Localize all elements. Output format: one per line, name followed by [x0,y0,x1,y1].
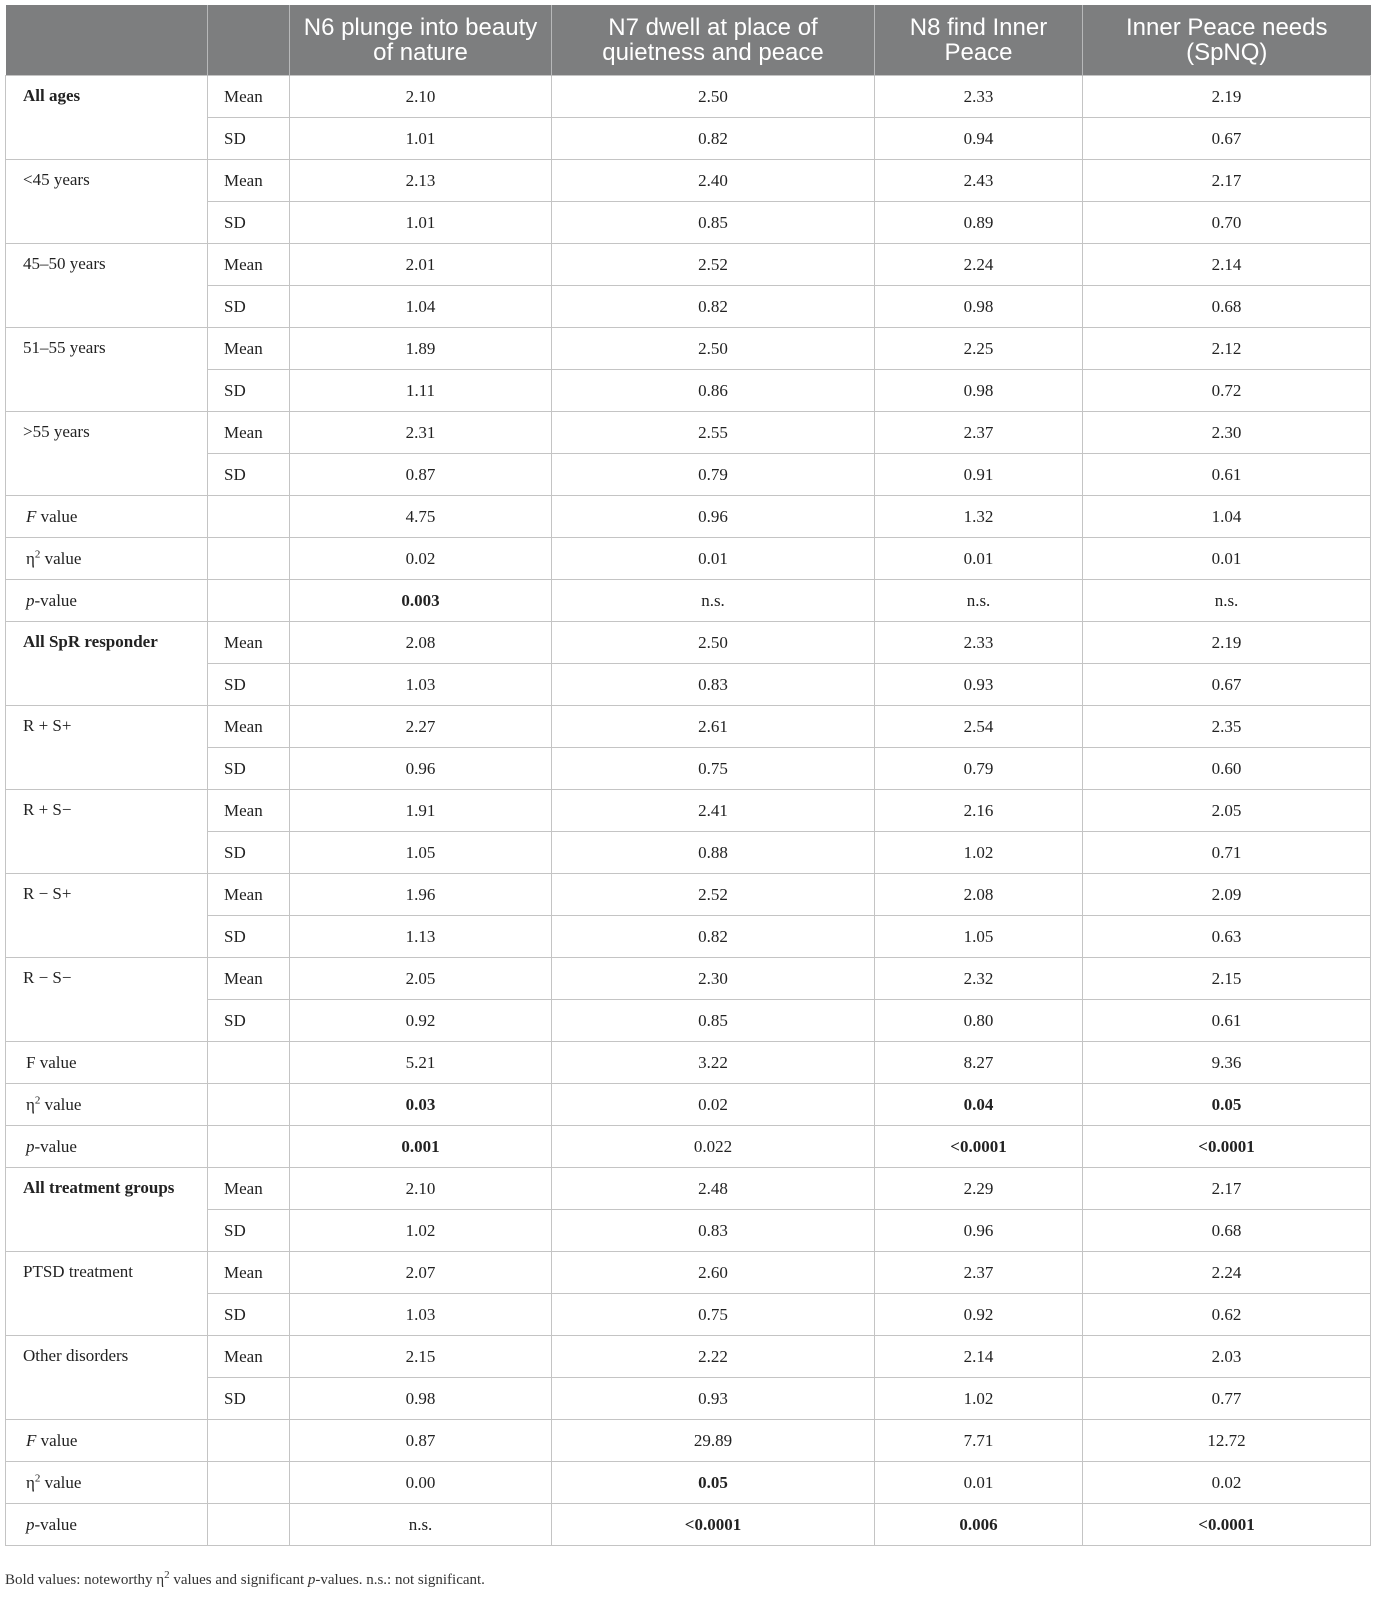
value-cell: 0.05 [552,1462,875,1504]
table-row [6,832,1371,874]
header-row [6,5,1371,76]
value-cell: 1.91 [290,790,552,832]
stat-label: SD [208,916,290,958]
value-cell: 1.13 [290,916,552,958]
value-cell: 0.02 [290,538,552,580]
table-row [6,370,1371,412]
value-cell: 2.25 [875,328,1083,370]
group-label: All SpR responder [6,622,208,706]
table-row [6,706,1371,748]
value-cell: 2.48 [552,1168,875,1210]
table-row [6,1168,1371,1210]
value-cell: 0.96 [875,1210,1083,1252]
value-cell: 0.68 [1083,286,1371,328]
value-cell: 0.89 [875,202,1083,244]
value-cell: 1.02 [875,832,1083,874]
table-row [6,664,1371,706]
value-cell: 0.03 [290,1084,552,1126]
table-row [6,1462,1371,1504]
value-cell: 2.19 [1083,76,1371,118]
value-cell: 1.01 [290,202,552,244]
value-cell: 2.17 [1083,1168,1371,1210]
stat-label: Mean [208,1336,290,1378]
value-cell: 1.05 [290,832,552,874]
value-cell: n.s. [290,1504,552,1546]
stat-label: SD [208,370,290,412]
table-row [6,1378,1371,1420]
table-row [6,1000,1371,1042]
value-cell: 0.01 [875,538,1083,580]
table-row [6,1504,1371,1546]
value-cell: 2.08 [290,622,552,664]
value-cell: 0.001 [290,1126,552,1168]
group-label: PTSD treatment [6,1252,208,1336]
value-cell: 2.30 [1083,412,1371,454]
value-cell: 2.15 [1083,958,1371,1000]
value-cell: 0.79 [875,748,1083,790]
value-cell: 0.87 [290,454,552,496]
stat-label: SD [208,664,290,706]
value-cell: 1.32 [875,496,1083,538]
value-cell: 2.32 [875,958,1083,1000]
group-label: All treatment groups [6,1168,208,1252]
value-cell: 0.82 [552,916,875,958]
value-cell: 0.006 [875,1504,1083,1546]
group-label: R − S+ [6,874,208,958]
value-cell: 0.98 [875,370,1083,412]
stat-label: SD [208,454,290,496]
value-cell: 0.93 [552,1378,875,1420]
group-label: All ages [6,76,208,160]
value-cell: 0.91 [875,454,1083,496]
group-label: <45 years [6,160,208,244]
value-cell: 0.63 [1083,916,1371,958]
table-row [6,916,1371,958]
value-cell: 2.07 [290,1252,552,1294]
f-value-label: F value [6,1420,208,1462]
stat-label: Mean [208,160,290,202]
header-empty-group [6,5,208,76]
stat-label: Mean [208,706,290,748]
value-cell: 2.16 [875,790,1083,832]
table-row [6,958,1371,1000]
stat-label: Mean [208,1252,290,1294]
value-cell: 1.02 [875,1378,1083,1420]
stat-label: Mean [208,958,290,1000]
value-cell: n.s. [875,580,1083,622]
value-cell: 2.60 [552,1252,875,1294]
value-cell: 2.05 [290,958,552,1000]
value-cell: 7.71 [875,1420,1083,1462]
stat-label: SD [208,1210,290,1252]
table-footnote: Bold values: noteworthy $\eta^2$ values and significant p-values. n.s.: not significant. [5,1569,485,1588]
value-cell: 9.36 [1083,1042,1371,1084]
table-row [6,1294,1371,1336]
stat-label: Mean [208,328,290,370]
table-row [6,118,1371,160]
value-cell: 2.52 [552,874,875,916]
value-cell: 0.71 [1083,832,1371,874]
table-row [6,1042,1371,1084]
stat-label: SD [208,1000,290,1042]
value-cell: 0.60 [1083,748,1371,790]
value-cell: 0.022 [552,1126,875,1168]
value-cell: 0.92 [290,1000,552,1042]
value-cell: 2.17 [1083,160,1371,202]
value-cell: 2.09 [1083,874,1371,916]
value-cell: 1.96 [290,874,552,916]
value-cell: <0.0001 [875,1126,1083,1168]
table-row [6,874,1371,916]
value-cell: 2.14 [1083,244,1371,286]
header-inner-peace-needs: Inner Peace needs (SpNQ) [1083,5,1371,76]
stat-label: SD [208,748,290,790]
header-empty-stat [208,5,290,76]
value-cell: 0.70 [1083,202,1371,244]
value-cell: 1.03 [290,664,552,706]
stat-label: Mean [208,1168,290,1210]
value-cell: 0.86 [552,370,875,412]
table-row [6,580,1371,622]
value-cell: 2.52 [552,244,875,286]
table-row [6,538,1371,580]
table-row [6,202,1371,244]
value-cell: 0.75 [552,1294,875,1336]
value-cell: 0.79 [552,454,875,496]
group-label: R + S+ [6,706,208,790]
value-cell: 0.02 [1083,1462,1371,1504]
value-cell: 0.82 [552,286,875,328]
table-row [6,1336,1371,1378]
group-label: Other disorders [6,1336,208,1420]
value-cell: <0.0001 [552,1504,875,1546]
value-cell: 0.003 [290,580,552,622]
value-cell: 2.50 [552,622,875,664]
value-cell: 2.33 [875,76,1083,118]
stat-label: Mean [208,874,290,916]
stat-label: SD [208,1378,290,1420]
value-cell: 2.31 [290,412,552,454]
value-cell: 2.41 [552,790,875,832]
value-cell: <0.0001 [1083,1126,1371,1168]
value-cell: 2.12 [1083,328,1371,370]
value-cell: 1.01 [290,118,552,160]
table-row [6,244,1371,286]
value-cell: 2.01 [290,244,552,286]
value-cell: 0.75 [552,748,875,790]
value-cell: 0.83 [552,1210,875,1252]
value-cell: <0.0001 [1083,1504,1371,1546]
value-cell: 0.61 [1083,454,1371,496]
value-cell: 2.50 [552,76,875,118]
value-cell: 2.55 [552,412,875,454]
header-n6: N6 plunge into beauty of nature [290,5,552,76]
table-row [6,328,1371,370]
value-cell: 2.27 [290,706,552,748]
value-cell: 2.35 [1083,706,1371,748]
table-row [6,160,1371,202]
value-cell: 0.00 [290,1462,552,1504]
value-cell: 0.62 [1083,1294,1371,1336]
table-row [6,1252,1371,1294]
stat-label: Mean [208,790,290,832]
value-cell: 0.94 [875,118,1083,160]
value-cell: 0.82 [552,118,875,160]
value-cell: 0.96 [552,496,875,538]
value-cell: 2.10 [290,76,552,118]
value-cell: 0.67 [1083,664,1371,706]
group-label: 51–55 years [6,328,208,412]
table-row [6,1210,1371,1252]
value-cell: 2.10 [290,1168,552,1210]
value-cell: 0.85 [552,202,875,244]
value-cell: 2.43 [875,160,1083,202]
value-cell: 0.88 [552,832,875,874]
eta-value-label: $\eta^2$ value [6,1084,208,1126]
value-cell: 8.27 [875,1042,1083,1084]
stat-label: SD [208,286,290,328]
table-row [6,622,1371,664]
group-label: R − S− [6,958,208,1042]
value-cell: 2.08 [875,874,1083,916]
table-row [6,454,1371,496]
value-cell: 0.87 [290,1420,552,1462]
results-table [5,5,1371,1546]
table-row [6,1420,1371,1462]
value-cell: 2.24 [1083,1252,1371,1294]
value-cell: 12.72 [1083,1420,1371,1462]
table-row [6,790,1371,832]
value-cell: 2.50 [552,328,875,370]
value-cell: 2.37 [875,412,1083,454]
p-value-label: p-value [6,1126,208,1168]
stat-label: SD [208,202,290,244]
table-row [6,412,1371,454]
table-row [6,286,1371,328]
value-cell: n.s. [552,580,875,622]
value-cell: 0.98 [875,286,1083,328]
value-cell: 3.22 [552,1042,875,1084]
value-cell: 2.13 [290,160,552,202]
value-cell: 0.01 [875,1462,1083,1504]
value-cell: 1.89 [290,328,552,370]
value-cell: 0.98 [290,1378,552,1420]
value-cell: 1.05 [875,916,1083,958]
f-value-label: F value [6,1042,208,1084]
value-cell: 0.01 [1083,538,1371,580]
value-cell: 2.22 [552,1336,875,1378]
table-row [6,748,1371,790]
value-cell: 1.04 [290,286,552,328]
value-cell: n.s. [1083,580,1371,622]
value-cell: 0.92 [875,1294,1083,1336]
p-value-label: p-value [6,1504,208,1546]
table-row [6,1126,1371,1168]
eta-value-label: $\eta^2$ value [6,538,208,580]
value-cell: 0.96 [290,748,552,790]
value-cell: 0.01 [552,538,875,580]
stat-label: SD [208,1294,290,1336]
stat-label: SD [208,118,290,160]
value-cell: 4.75 [290,496,552,538]
value-cell: 0.05 [1083,1084,1371,1126]
value-cell: 2.40 [552,160,875,202]
value-cell: 2.37 [875,1252,1083,1294]
value-cell: 0.85 [552,1000,875,1042]
value-cell: 5.21 [290,1042,552,1084]
value-cell: 1.02 [290,1210,552,1252]
stat-label: Mean [208,244,290,286]
value-cell: 2.61 [552,706,875,748]
value-cell: 0.93 [875,664,1083,706]
stat-label: Mean [208,76,290,118]
value-cell: 2.14 [875,1336,1083,1378]
value-cell: 1.03 [290,1294,552,1336]
value-cell: 0.83 [552,664,875,706]
value-cell: 2.05 [1083,790,1371,832]
value-cell: 1.11 [290,370,552,412]
value-cell: 2.24 [875,244,1083,286]
value-cell: 0.04 [875,1084,1083,1126]
value-cell: 2.15 [290,1336,552,1378]
value-cell: 0.67 [1083,118,1371,160]
value-cell: 29.89 [552,1420,875,1462]
value-cell: 2.33 [875,622,1083,664]
value-cell: 2.29 [875,1168,1083,1210]
value-cell: 2.03 [1083,1336,1371,1378]
group-label: >55 years [6,412,208,496]
table-row [6,1084,1371,1126]
value-cell: 0.80 [875,1000,1083,1042]
value-cell: 0.68 [1083,1210,1371,1252]
p-value-label: p-value [6,580,208,622]
stat-label: SD [208,832,290,874]
header-n7: N7 dwell at place of quietness and peace [552,5,875,76]
value-cell: 2.54 [875,706,1083,748]
eta-value-label: $\eta^2$ value [6,1462,208,1504]
value-cell: 0.02 [552,1084,875,1126]
value-cell: 2.30 [552,958,875,1000]
value-cell: 2.19 [1083,622,1371,664]
group-label: 45–50 years [6,244,208,328]
value-cell: 0.77 [1083,1378,1371,1420]
stat-label: Mean [208,412,290,454]
table-row [6,496,1371,538]
value-cell: 0.72 [1083,370,1371,412]
f-value-label: F value [6,496,208,538]
header-n8: N8 find Inner Peace [875,5,1083,76]
group-label: R + S− [6,790,208,874]
stat-label: Mean [208,622,290,664]
table-row [6,76,1371,118]
value-cell: 1.04 [1083,496,1371,538]
value-cell: 0.61 [1083,1000,1371,1042]
